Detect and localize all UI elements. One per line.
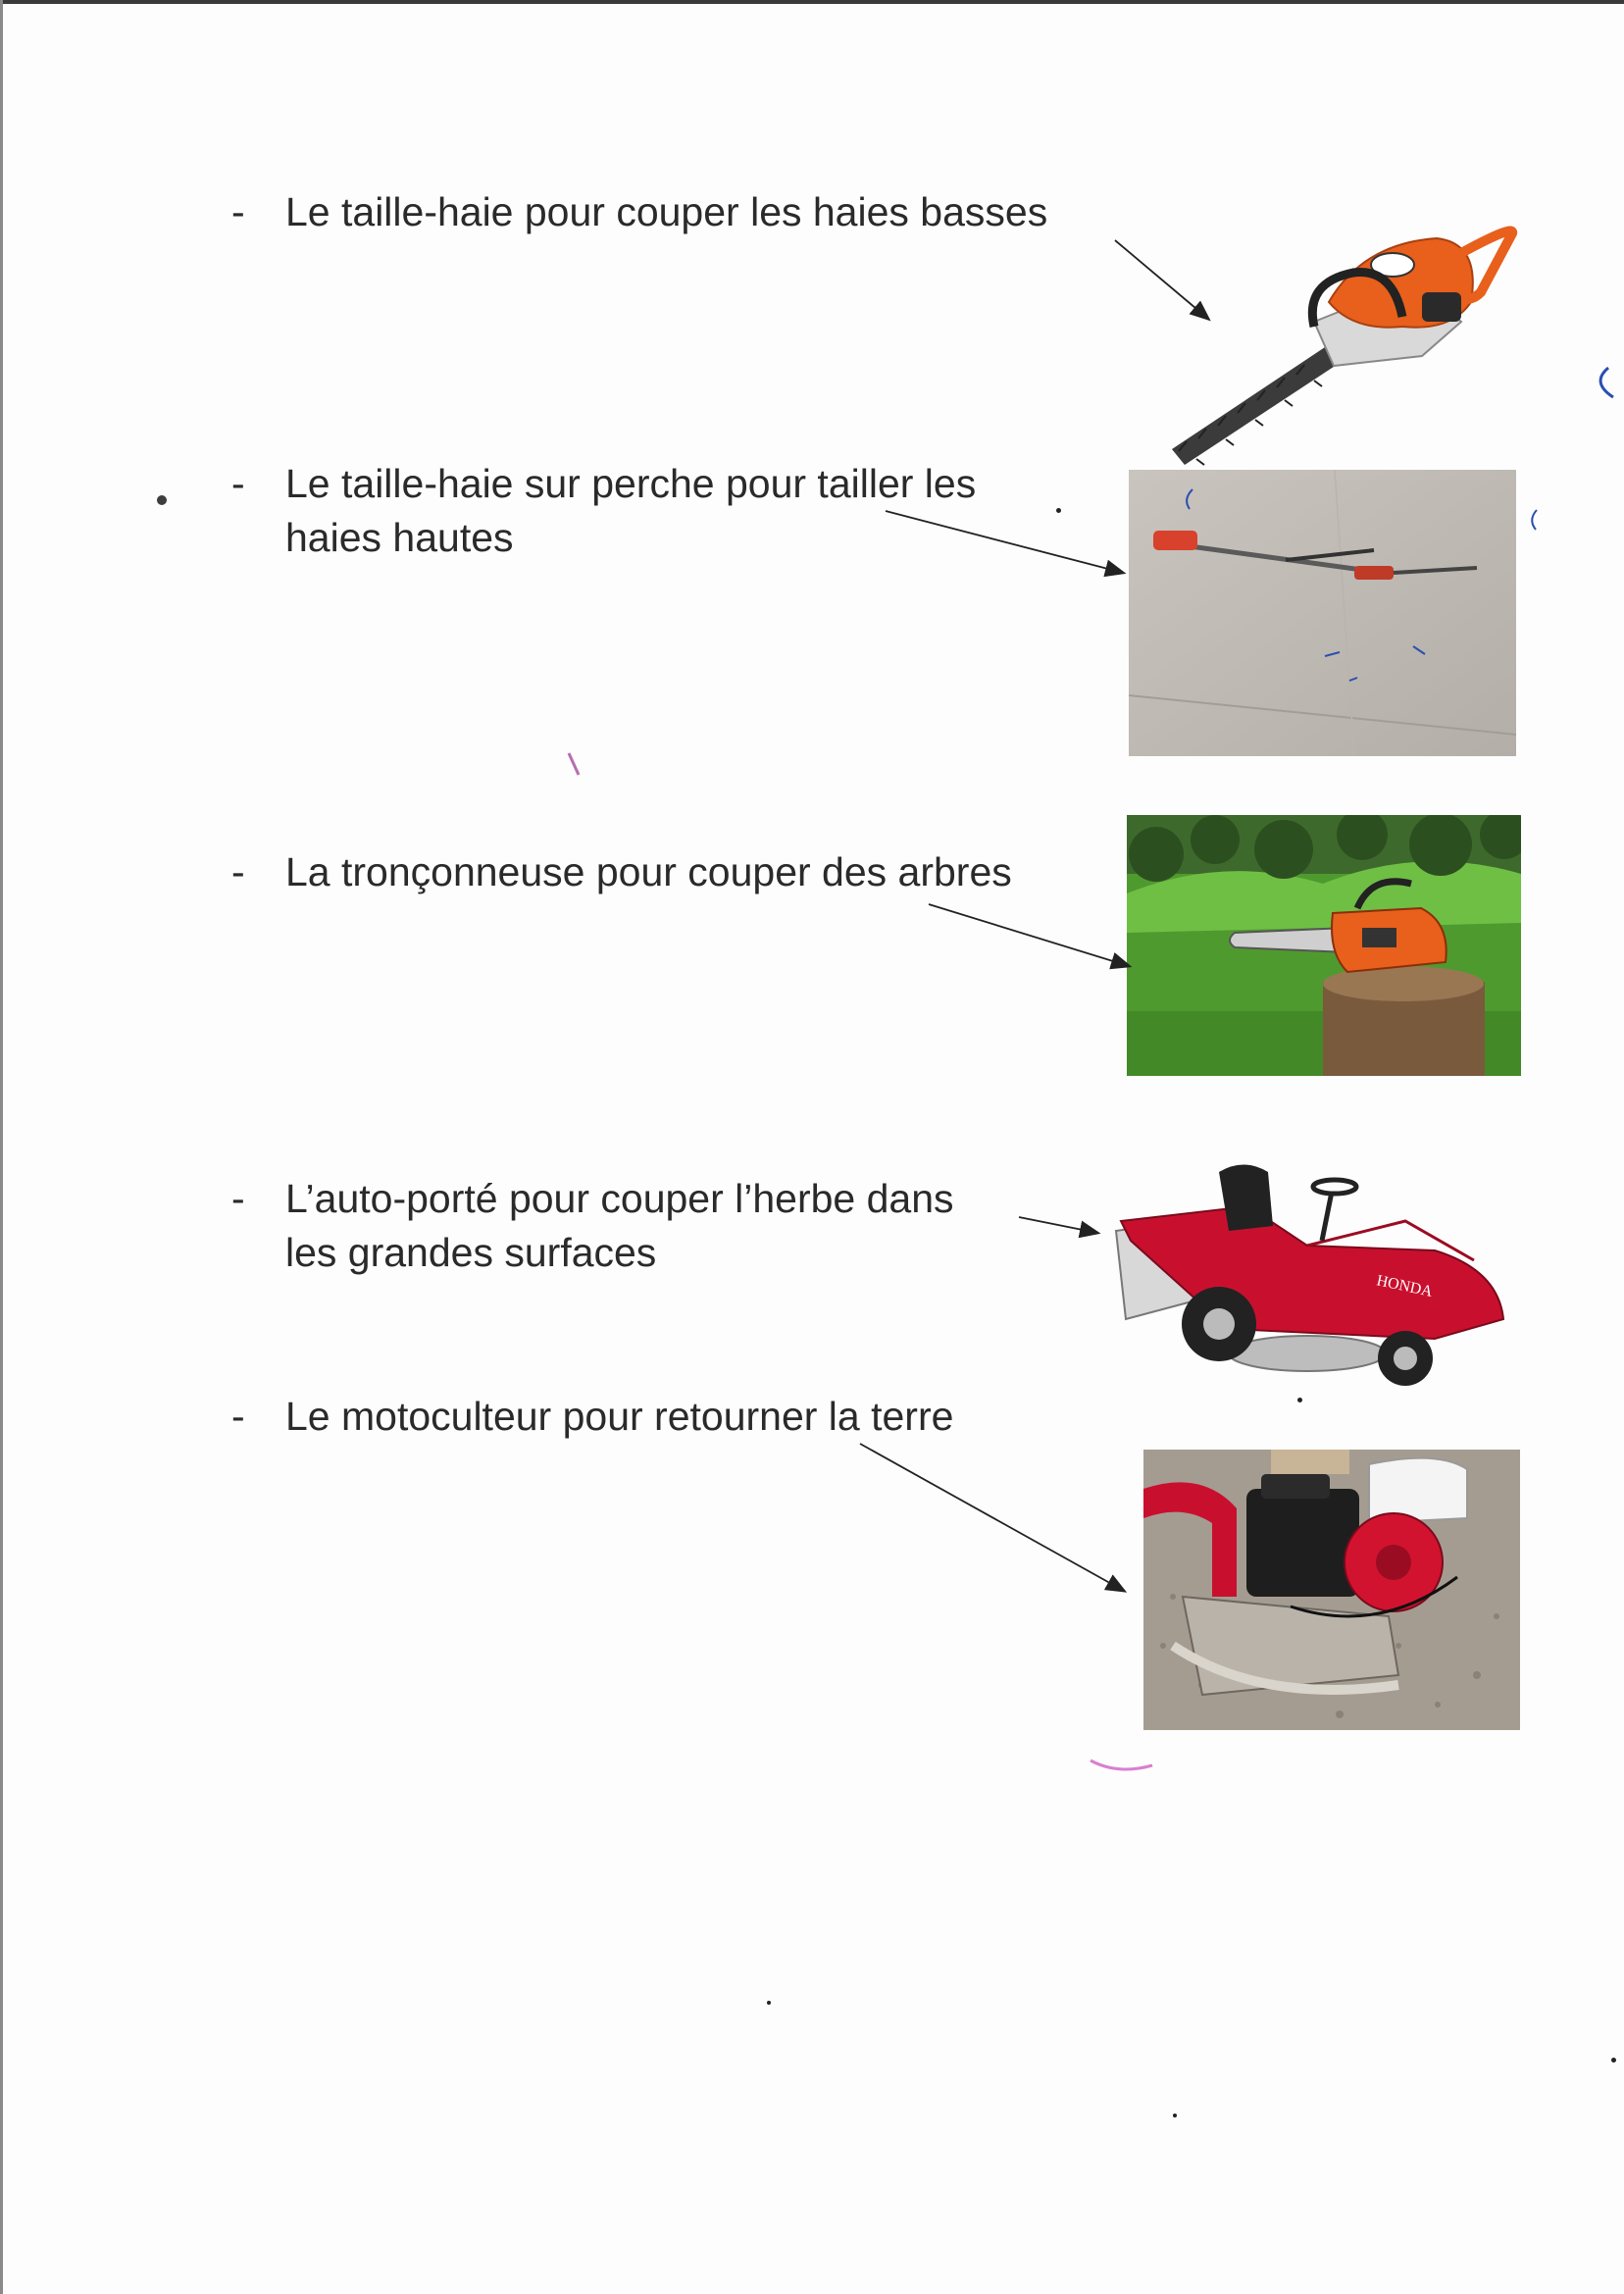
scan-speck	[1611, 2058, 1616, 2063]
scan-speck	[157, 495, 167, 505]
mower-brand-label: HONDA	[1375, 1272, 1435, 1300]
item-line-1: La tronçonneuse pour couper des arbres	[285, 849, 1012, 894]
arrow-pole-hedge-trimmer	[886, 511, 1123, 573]
arrow-chainsaw	[929, 904, 1129, 966]
arrow-tiller	[860, 1444, 1124, 1591]
item-line-1: Le motoculteur pour retourner la terre	[285, 1394, 954, 1439]
bullet-dash: -	[231, 1394, 245, 1439]
item-line-2: haies hautes	[285, 515, 514, 560]
scan-speck	[1297, 1398, 1302, 1402]
bullet-dash: -	[231, 1176, 245, 1221]
bullet-dash: -	[231, 189, 245, 234]
item-line-1: Le taille-haie sur perche pour tailler les	[285, 461, 977, 506]
item-line-1: Le taille-haie pour couper les haies basses	[285, 189, 1048, 234]
bullet-dash: -	[231, 461, 245, 506]
arrow-riding-mower	[1019, 1217, 1097, 1233]
item-line-1: L’auto-porté pour couper l’herbe dans	[285, 1176, 954, 1221]
arrow-hedge-trimmer	[1115, 240, 1208, 319]
item-line-2: les grandes surfaces	[285, 1230, 657, 1275]
bullet-dash: -	[231, 849, 245, 894]
scan-speck	[1173, 2114, 1177, 2117]
scan-speck	[1056, 508, 1061, 513]
scan-speck	[767, 2001, 771, 2005]
